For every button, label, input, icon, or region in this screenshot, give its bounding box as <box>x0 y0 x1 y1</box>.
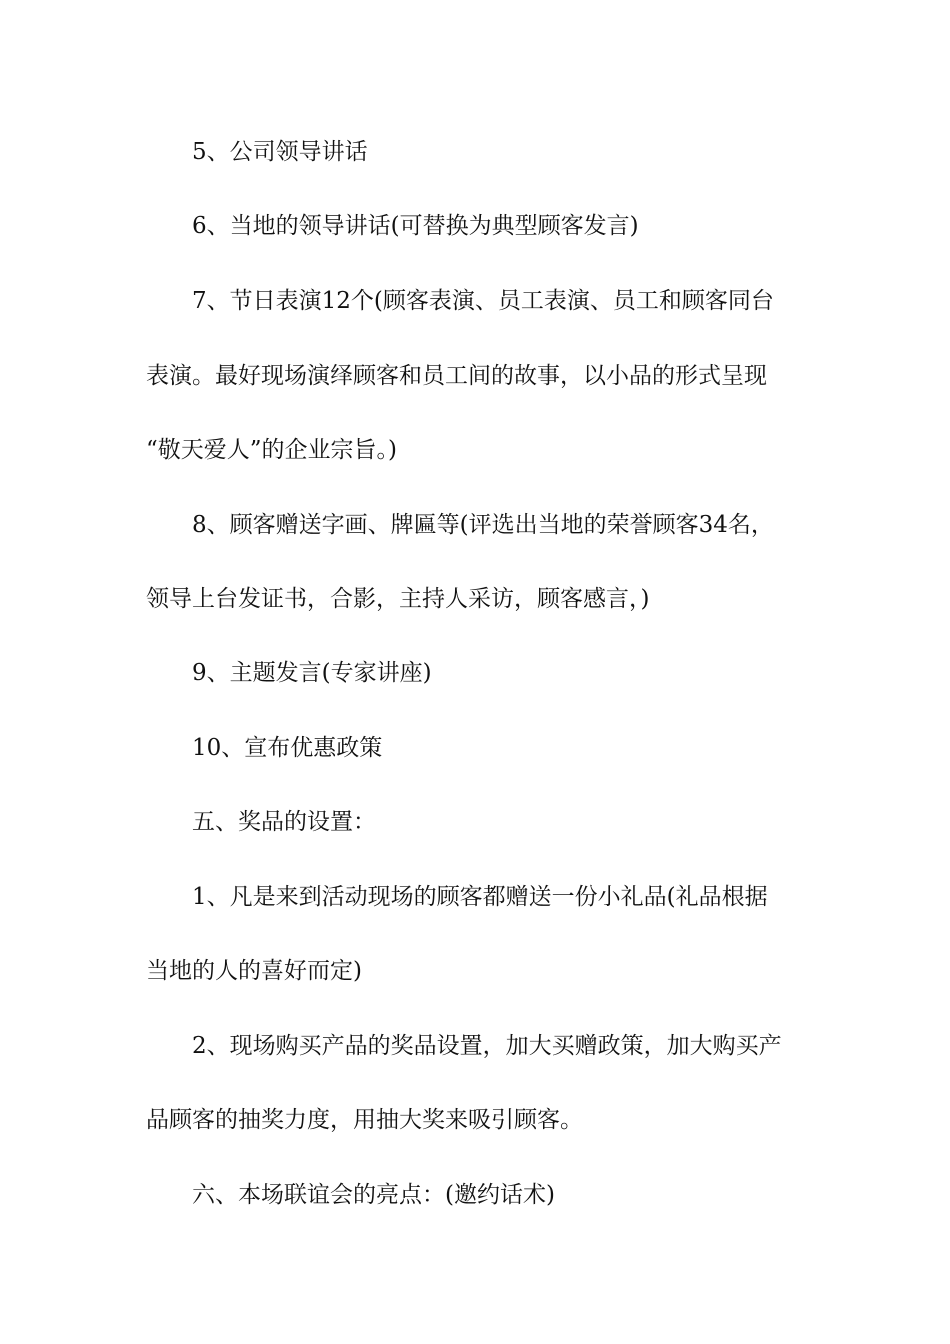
list-item-5: 5、公司领导讲话 <box>192 139 368 165</box>
list-item-9: 9、主题发言(专家讲座) <box>192 660 432 686</box>
list-item-7-continued: “敬天爱人”的企业宗旨。) <box>146 437 397 463</box>
section-heading-highlights: 六、本场联谊会的亮点：(邀约话术) <box>192 1182 555 1208</box>
prize-item-2: 2、现场购买产品的奖品设置，加大买赠政策，加大购买产 <box>192 1033 782 1059</box>
list-item-8-continued: 领导上台发证书，合影，主持人采访，顾客感言，) <box>146 586 650 612</box>
prize-item-1-continued: 当地的人的喜好而定) <box>146 958 362 984</box>
list-item-7: 7、节日表演12个(顾客表演、员工表演、员工和顾客同台 <box>192 288 774 314</box>
prize-item-2-continued: 品顾客的抽奖力度，用抽大奖来吸引顾客。 <box>146 1107 583 1133</box>
prize-item-1: 1、凡是来到活动现场的顾客都赠送一份小礼品(礼品根据 <box>192 884 768 910</box>
list-item-6: 6、当地的领导讲话(可替换为典型顾客发言) <box>192 213 639 239</box>
section-heading-prizes: 五、奖品的设置： <box>192 809 376 835</box>
list-item-8: 8、顾客赠送字画、牌匾等(评选出当地的荣誉顾客34名， <box>192 512 774 538</box>
list-item-7-continued: 表演。最好现场演绎顾客和员工间的故事，以小品的形式呈现 <box>146 363 767 389</box>
list-item-10: 10、宣布优惠政策 <box>192 735 383 761</box>
